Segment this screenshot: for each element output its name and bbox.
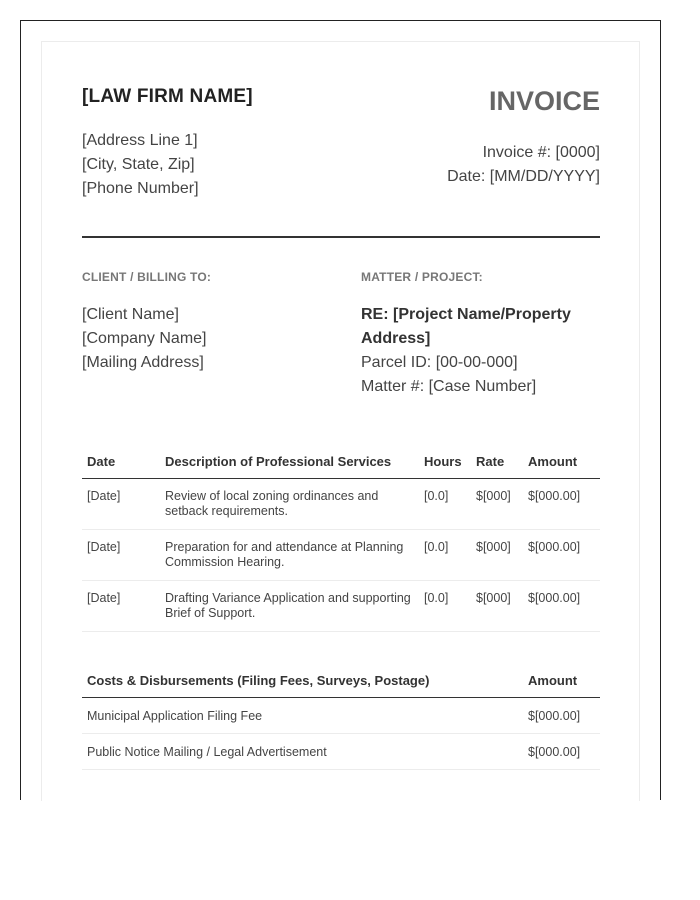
matter-section-label: MATTER / PROJECT: [361,270,483,284]
service-date: [Date] [82,581,160,632]
matter-parcel-id: Parcel ID: [00-00-000] [361,354,518,371]
cost-amount: $[000.00] [523,698,600,734]
service-rate: $[000] [471,530,523,581]
firm-phone: [Phone Number] [82,180,199,197]
costs-header-row [82,663,600,698]
service-description: Review of local zoning ordinances and setback requirements. [160,479,419,530]
column-header-hours: Hours [419,444,471,479]
column-header-description: Description of Professional Services [160,444,419,479]
service-hours: [0.0] [419,479,471,530]
service-date: [Date] [82,479,160,530]
invoice-title: INVOICE [488,86,600,116]
firm-address-block [82,129,199,201]
client-company: [Company Name] [82,330,207,347]
service-hours: [0.0] [419,530,471,581]
column-header-costs-amount: Amount [523,663,600,698]
service-date: [Date] [82,530,160,581]
table-row [82,698,600,734]
invoice-date: Date: [MM/DD/YYYY] [447,168,600,185]
service-description: Drafting Variance Application and supporting Brief of Support. [160,581,419,632]
firm-name: [LAW FIRM NAME] [82,86,253,107]
header-divider [82,236,600,238]
table-row [82,581,600,632]
client-name: [Client Name] [82,306,179,323]
firm-city-state-zip: [City, State, Zip] [82,156,195,173]
client-block [82,303,207,375]
invoice-number: Invoice #: [0000] [482,144,600,161]
service-rate: $[000] [471,479,523,530]
matter-re: RE: [Project Name/Property Address] [361,306,571,347]
column-header-amount: Amount [523,444,600,479]
table-row [82,734,600,770]
service-amount: $[000.00] [523,581,600,632]
matter-block [361,303,601,399]
column-header-rate: Rate [471,444,523,479]
service-hours: [0.0] [419,581,471,632]
client-section-label: CLIENT / BILLING TO: [82,270,212,284]
service-amount: $[000.00] [523,530,600,581]
client-mailing-address: [Mailing Address] [82,354,204,371]
cost-description: Public Notice Mailing / Legal Advertisement [82,734,523,770]
matter-number: Matter #: [Case Number] [361,378,537,395]
services-table [82,444,600,632]
service-rate: $[000] [471,581,523,632]
column-header-costs-description: Costs & Disbursements (Filing Fees, Surveys, Postage) [82,663,523,698]
service-description: Preparation for and attendance at Planning Commission Hearing. [160,530,419,581]
costs-table [82,663,600,770]
table-row [82,479,600,530]
invoice-meta-block [447,141,600,189]
service-amount: $[000.00] [523,479,600,530]
table-row [82,530,600,581]
firm-address-line1: [Address Line 1] [82,132,198,149]
cost-description: Municipal Application Filing Fee [82,698,523,734]
cost-amount: $[000.00] [523,734,600,770]
services-header-row [82,444,600,479]
column-header-date: Date [82,444,160,479]
